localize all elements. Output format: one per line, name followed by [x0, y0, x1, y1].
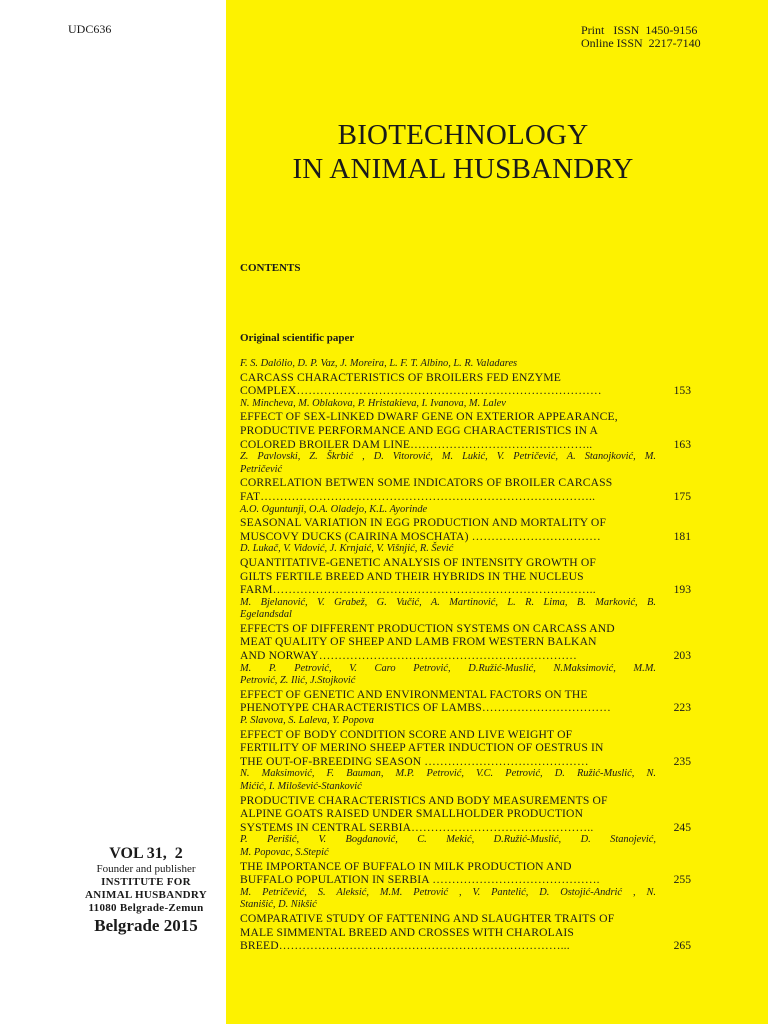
toc-entry — [240, 768, 695, 834]
entry-authors: M. P. Petrović, V. Caro Petrović, D.Ružić-Muslić, N.Maksimović, M.M. — [240, 662, 656, 674]
entry-authors: N. Mincheva, M. Oblakova, P. Hristakieva, I. Ivanova, M. Lalev — [240, 397, 506, 409]
entry-title: COLORED BROILER DAM LINE……………………………………….. — [240, 437, 593, 451]
toc-entry — [240, 834, 695, 886]
entry-title: EFFECTS OF DIFFERENT PRODUCTION SYSTEMS ON CARCASS AND — [240, 621, 615, 635]
entry-page-number: 163 — [673, 437, 691, 451]
entry-title: THE IMPORTANCE OF BUFFALO IN MILK PRODUCTION AND — [240, 859, 572, 873]
entry-page-number: 255 — [673, 873, 691, 887]
entry-title: BREED………………………………………………………………... — [240, 939, 570, 953]
entry-title: SYSTEMS IN CENTRAL SERBIA……………………………………….. — [240, 820, 594, 834]
toc-entry — [240, 451, 695, 503]
entry-title: FARM……………………………………………………………………….. — [240, 583, 596, 597]
entry-title: PRODUCTIVE PERFORMANCE AND EGG CHARACTERISTICS IN A — [240, 423, 599, 437]
entry-title: ALPINE GOATS RAISED UNDER SMALLHOLDER PRODUCTION — [240, 807, 584, 821]
entry-page-number: 193 — [673, 583, 691, 597]
entry-title: PRODUCTIVE CHARACTERISTICS AND BODY MEASUREMENTS OF — [240, 793, 608, 807]
entry-page-number: 223 — [673, 701, 691, 715]
imprint-block — [60, 844, 232, 937]
institute-line1: INSTITUTE FOR — [101, 876, 191, 888]
entry-authors: Petrović, Z. Ilić, J.Stojković — [240, 675, 356, 687]
entry-authors: M. Petričević, S. Aleksić, M.M. Petrović , V. Pantelić, D. Ostojić-Andrić , N. — [240, 886, 656, 898]
issn-online: Online ISSN 2217-7140 — [581, 36, 701, 50]
entry-title: MALE SIMMENTAL BREED AND CROSSES WITH CHAROLAIS — [240, 925, 574, 939]
entry-page-number: 175 — [673, 489, 691, 503]
entry-authors: Stanišić, D. Nikšić — [240, 899, 317, 911]
entry-title: MEAT QUALITY OF SHEEP AND LAMB FROM WESTERN BALKAN — [240, 635, 597, 649]
issn-block — [581, 24, 701, 50]
institute-line2: ANIMAL HUSBANDRY — [84, 889, 208, 901]
entry-title: GILTS FERTILE BREED AND THEIR HYBRIDS IN THE NUCLEUS — [240, 569, 584, 583]
entry-page-number: 265 — [673, 939, 691, 953]
toc-entry — [240, 358, 695, 398]
entry-title: QUANTITATIVE-GENETIC ANALYSIS OF INTENSITY GROWTH OF — [240, 555, 596, 569]
toc-entry — [240, 504, 695, 544]
entry-page-number: 181 — [673, 529, 691, 543]
entry-authors: P. Slavova, S. Laleva, Y. Popova — [240, 715, 374, 727]
journal-title-line1: BIOTECHNOLOGY — [337, 119, 589, 151]
entry-authors: Z. Pavlovski, Z. Škrbić , D. Vitorović, M. Lukić, V. Petričević, A. Stanojković, M. — [240, 451, 656, 463]
entry-authors: N. Maksimović, F. Bauman, M.P. Petrović, V.C. Petrović, D. Ružić-Muslić, N. — [240, 768, 656, 780]
toc-entry — [240, 597, 695, 663]
entry-title: AND NORWAY………………………………………………………… — [240, 649, 578, 663]
entry-title: CARCASS CHARACTERISTICS OF BROILERS FED ENZYME — [240, 370, 561, 384]
entry-page-number: 235 — [673, 754, 691, 768]
entry-title: EFFECT OF SEX-LINKED DWARF GENE ON EXTERIOR APPEARANCE, — [240, 410, 618, 424]
volume-label: VOL 31, 2 — [109, 845, 183, 862]
entry-title: COMPARATIVE STUDY OF FATTENING AND SLAUGHTER TRAITS OF — [240, 911, 615, 925]
entry-title: EFFECT OF BODY CONDITION SCORE AND LIVE WEIGHT OF — [240, 727, 573, 741]
entry-page-number: 203 — [673, 649, 691, 663]
entry-authors: Mićić, I. Milošević-Stanković — [240, 781, 362, 792]
toc-entry — [240, 543, 695, 596]
entry-title: EFFECT OF GENETIC AND ENVIRONMENTAL FACTORS ON THE — [240, 687, 588, 701]
entry-authors: A.O. Oguntunji, O.A. Oladejo, K.L. Ayorinde — [240, 503, 428, 515]
entry-authors: M. Popovac, S.Stepić — [240, 846, 329, 858]
issn-print: Print ISSN 1450-9156 — [581, 23, 698, 37]
section-heading: Original scientific paper — [240, 332, 355, 344]
entry-title: THE OUT-OF-BREEDING SEASON …………………………………… — [240, 754, 589, 768]
toc-entry — [240, 663, 695, 715]
toc-entry — [240, 715, 695, 768]
entry-title: BUFFALO POPULATION IN SERBIA ……………………………………. — [240, 873, 600, 887]
udc-code: UDC636 — [68, 22, 112, 36]
entry-title: FAT………………………………………………………………………….. — [240, 489, 596, 503]
entry-title: COMPLEX…………………………………………………………………… — [240, 384, 602, 398]
entry-authors: P. Perišić, V. Bogdanović, C. Mekić, D.Ružić-Muslić, D. Stanojević, — [240, 834, 656, 846]
journal-title — [228, 118, 698, 186]
entry-title: CORRELATION BETWEN SOME INDICATORS OF BROILER CARCASS — [240, 476, 613, 490]
entry-authors: D. Lukač, V. Vidović, J. Krnjaić, V. Višnjić, R. Šević — [240, 543, 454, 555]
entry-page-number: 153 — [673, 384, 691, 398]
entry-authors: Petričević — [240, 463, 283, 475]
city-year: Belgrade 2015 — [94, 916, 198, 935]
entry-title: MUSCOVY DUCKS (CAIRINA MOSCHATA) …………………………… — [240, 529, 601, 543]
entry-authors: M. Bjelanović, V. Grabež, G. Vučić, A. Martinović, L. R. Lima, B. Marković, B. — [240, 596, 656, 608]
entry-title: FERTILITY OF MERINO SHEEP AFTER INDUCTION OF OESTRUS IN — [240, 741, 604, 755]
toc-entry — [240, 887, 695, 953]
founder-label: Founder and publisher — [96, 863, 196, 875]
table-of-contents — [240, 358, 695, 953]
entry-page-number: 245 — [673, 820, 691, 834]
toc-entry — [240, 398, 695, 451]
entry-title: PHENOTYPE CHARACTERISTICS OF LAMBS…………………………… — [240, 701, 612, 715]
journal-title-line2: IN ANIMAL HUSBANDRY — [292, 153, 634, 185]
entry-title: SEASONAL VARIATION IN EGG PRODUCTION AND MORTALITY OF — [240, 516, 607, 530]
contents-heading: CONTENTS — [240, 262, 301, 274]
entry-authors: Egelandsdal — [240, 609, 292, 621]
address-line: 11080 Belgrade-Zemun — [88, 902, 204, 914]
entry-authors: F. S. Dalólio, D. P. Vaz, J. Moreira, L. F. T. Albino, L. R. Valadares — [240, 358, 518, 369]
